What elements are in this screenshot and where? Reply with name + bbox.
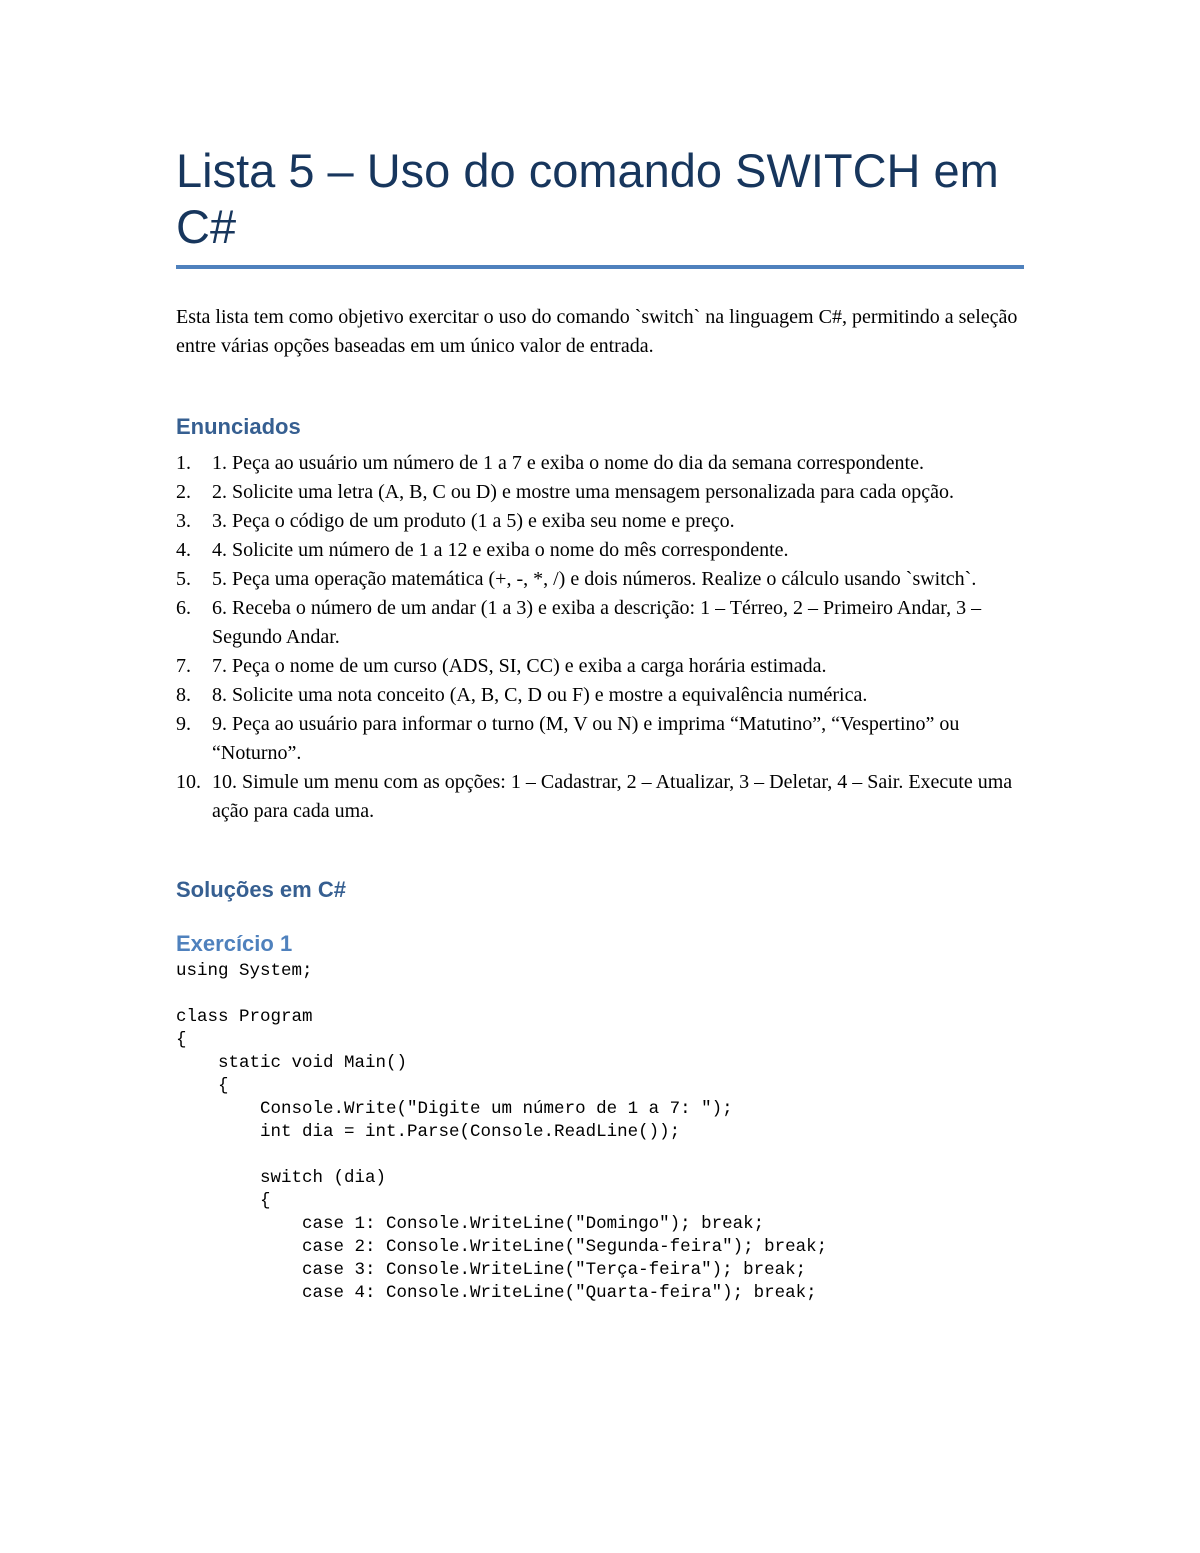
list-item-text: 3. Peça o código de um produto (1 a 5) e exiba seu nome e preço. <box>212 510 735 532</box>
list-item <box>176 681 1024 710</box>
list-item-number: 3. <box>176 510 191 532</box>
list-item <box>176 565 1024 594</box>
list-item-number: 9. <box>176 713 191 735</box>
list-item-number: 2. <box>176 481 191 503</box>
list-item-number: 5. <box>176 568 191 590</box>
list-item <box>176 449 1024 478</box>
list-item-text: 9. Peça ao usuário para informar o turno (M, V ou N) e imprima “Matutino”, “Vespertino” ou “Noturno”. <box>212 713 960 764</box>
list-item-text: 10. Simule um menu com as opções: 1 – Cadastrar, 2 – Atualizar, 3 – Deletar, 4 – Sair. Execute uma ação para cada uma. <box>212 771 1013 822</box>
enunciados-list <box>176 449 1024 826</box>
exercicio-1-code: using System; class Program { static void Main() { Console.Write("Digite um número de 1 a 7: "); int dia = int.Parse(Console.ReadLine()); switch (dia) { case 1: Console.WriteLine("Domingo"); break; case 2: Console.WriteLine("Segunda-feira"); break; case 3: Console.WriteLine("Terça-feira"); break; case 4: Console.WriteLine("Quarta-feira"); break; <box>176 961 828 1303</box>
list-item-text: 6. Receba o número de um andar (1 a 3) e exiba a descrição: 1 – Térreo, 2 – Primeiro Andar, 3 – Segundo Andar. <box>212 597 982 648</box>
list-item-number: 1. <box>176 452 191 474</box>
exercicio-1-heading: Exercício 1 <box>176 931 293 956</box>
list-item <box>176 652 1024 681</box>
list-item <box>176 478 1024 507</box>
list-item-text: 2. Solicite uma letra (A, B, C ou D) e mostre uma mensagem personalizada para cada opção. <box>212 481 954 503</box>
intro-paragraph: Esta lista tem como objetivo exercitar o uso do comando `switch` na linguagem C#, permitindo a seleção entre várias opções baseadas em um único valor de entrada. <box>176 306 1018 357</box>
list-item-number: 8. <box>176 684 191 706</box>
enunciados-heading: Enunciados <box>176 414 301 439</box>
list-item-text: 1. Peça ao usuário um número de 1 a 7 e exiba o nome do dia da semana correspondente. <box>212 452 924 474</box>
document-content <box>176 143 1024 1305</box>
list-item <box>176 594 1024 652</box>
list-item-text: 8. Solicite uma nota conceito (A, B, C, D ou F) e mostre a equivalência numérica. <box>212 684 868 706</box>
list-item-number: 10. <box>176 771 201 793</box>
list-item <box>176 710 1024 768</box>
list-item-number: 6. <box>176 597 191 619</box>
title-underline <box>176 265 1024 269</box>
solucoes-heading: Soluções em C# <box>176 877 346 902</box>
list-item <box>176 536 1024 565</box>
list-item-text: 4. Solicite um número de 1 a 12 e exiba o nome do mês correspondente. <box>212 539 789 561</box>
list-item-text: 7. Peça o nome de um curso (ADS, SI, CC) e exiba a carga horária estimada. <box>212 655 827 677</box>
list-item-number: 7. <box>176 655 191 677</box>
document-title: Lista 5 – Uso do comando SWITCH em C# <box>176 144 999 253</box>
list-item-number: 4. <box>176 539 191 561</box>
list-item <box>176 507 1024 536</box>
list-item-text: 5. Peça uma operação matemática (+, -, *, /) e dois números. Realize o cálculo usando `switch`. <box>212 568 977 590</box>
list-item <box>176 768 1024 826</box>
